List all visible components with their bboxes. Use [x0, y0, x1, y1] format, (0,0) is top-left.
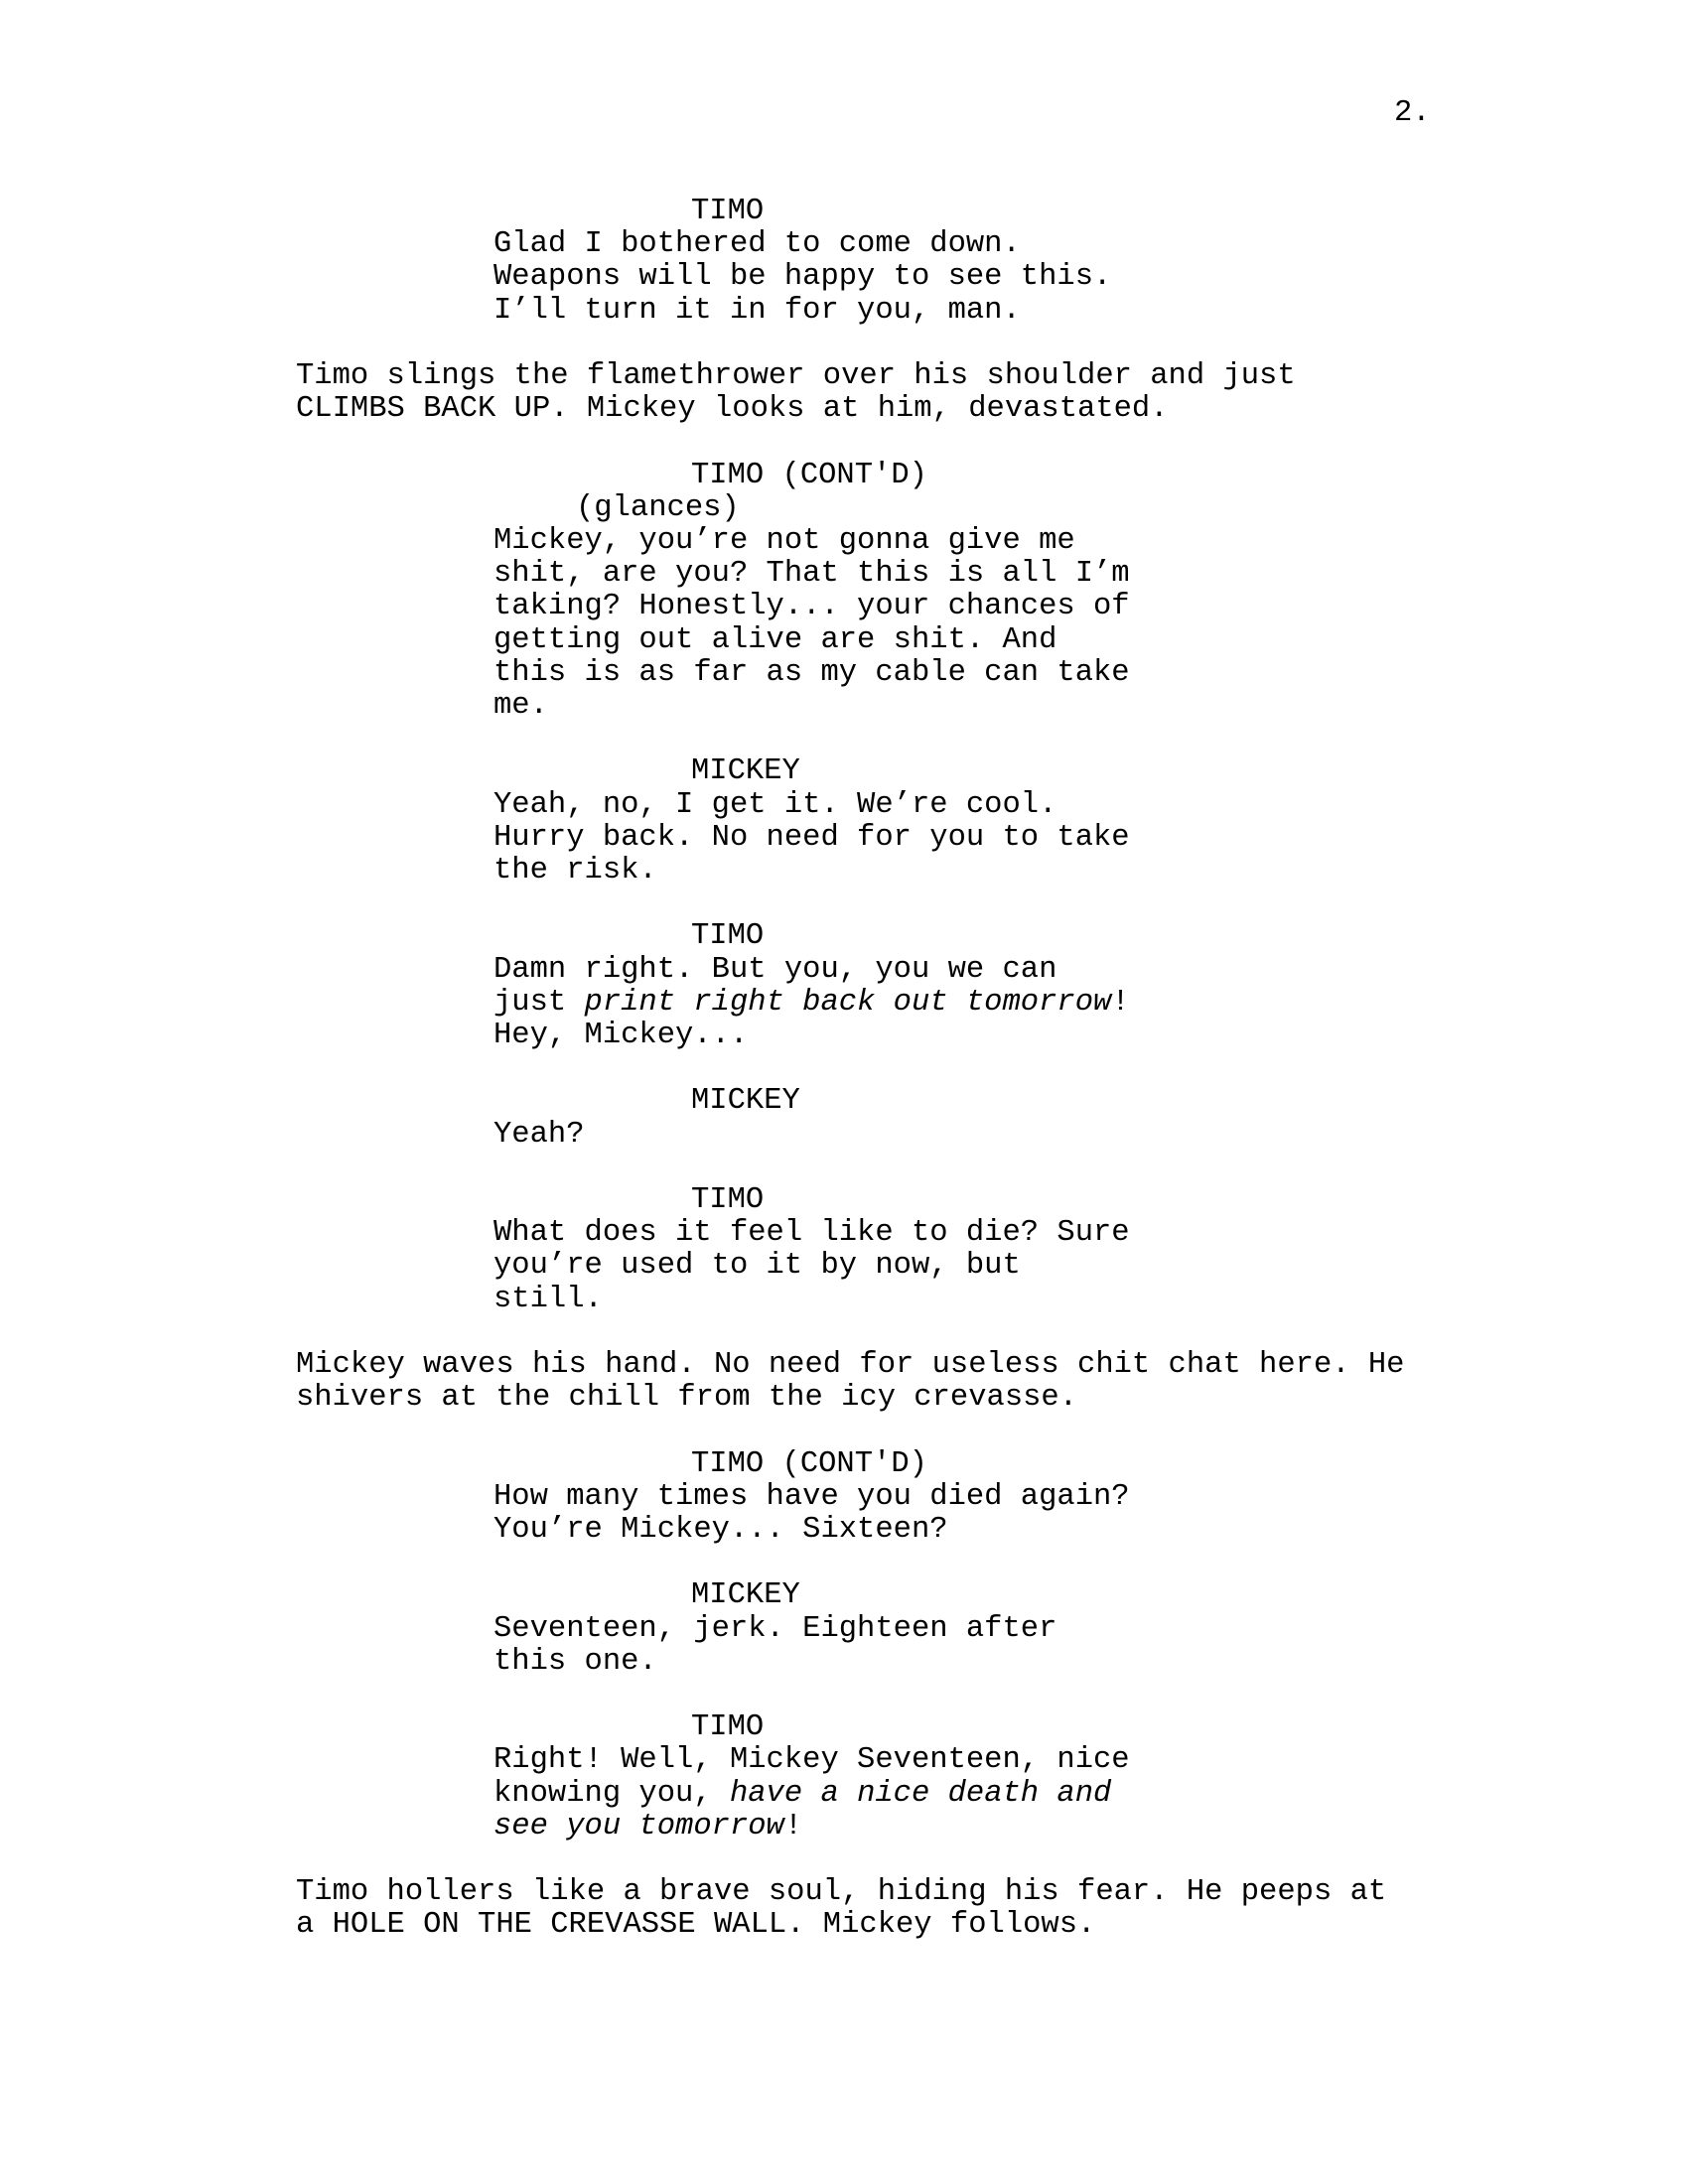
dialogue-line: Right! Well, Mickey Seventeen, nice [493, 1743, 1130, 1778]
dialogue-block [493, 1481, 1189, 1547]
dialogue-line: Damn right. But you, you we can [493, 952, 1057, 987]
action-block [296, 360, 1547, 426]
dialogue-block [493, 1217, 1189, 1316]
action-line: shivers at the chill from the icy crevasse. [296, 1381, 1078, 1416]
action-line: CLIMBS BACK UP. Mickey looks at him, devastated. [296, 392, 1169, 427]
dialogue-block [493, 525, 1189, 723]
action-line: a HOLE ON THE CREVASSE WALL. Mickey follows. [296, 1908, 1096, 1943]
dialogue-line: Hurry back. No need for you to take [493, 820, 1130, 855]
dialogue-block [493, 1613, 1189, 1679]
dialogue-line: Yeah, no, I get it. We’re cool. [493, 787, 1057, 822]
character-name: MICKEY [691, 1578, 800, 1613]
dialogue-line: knowing you, have a nice death and [493, 1776, 1112, 1811]
action-block [296, 1876, 1547, 1942]
dialogue-line: the risk. [493, 853, 657, 887]
character-name: TIMO [691, 1183, 765, 1217]
dialogue-line: How many times have you died again? [493, 1479, 1130, 1514]
character-name: TIMO [691, 1710, 765, 1745]
dialogue-line: Weapons will be happy to see this. [493, 260, 1112, 295]
dialogue-line: just print right back out tomorrow! [493, 985, 1130, 1020]
dialogue-line: see you tomorrow! [493, 1809, 803, 1843]
page-number: 2. [1394, 96, 1431, 130]
dialogue-line: Yeah? [493, 1117, 585, 1152]
dialogue-block [493, 954, 1189, 1053]
dialogue-block [493, 1119, 1189, 1152]
character-name: TIMO (CONT'D) [691, 1446, 927, 1481]
character-name: TIMO [691, 195, 765, 228]
action-line: Mickey waves his hand. No need for useless chit chat here. He [296, 1348, 1405, 1382]
character-name: MICKEY [691, 754, 800, 789]
dialogue-block [493, 789, 1189, 888]
dialogue-line: getting out alive are shit. And [493, 622, 1057, 657]
dialogue-line: this is as far as my cable can take [493, 655, 1130, 690]
dialogue-line: Hey, Mickey... [493, 1018, 749, 1052]
character-name: MICKEY [691, 1084, 800, 1119]
character-name: TIMO [691, 919, 765, 954]
character-name: TIMO (CONT'D) [691, 458, 927, 492]
dialogue-block [493, 1744, 1189, 1843]
dialogue-line: Mickey, you’re not gonna give me [493, 524, 1075, 558]
dialogue-line: Seventeen, jerk. Eighteen after [493, 1611, 1057, 1646]
dialogue-line: shit, are you? That this is all I’m [493, 557, 1130, 592]
dialogue-line: What does it feel like to die? Sure [493, 1216, 1130, 1251]
action-line: Timo slings the flamethrower over his shoulder and just [296, 359, 1296, 393]
dialogue-block [493, 228, 1189, 328]
parenthetical: (glances) [576, 490, 740, 525]
dialogue-line: this one. [493, 1644, 657, 1679]
dialogue-line: you’re used to it by now, but [493, 1249, 1021, 1284]
action-line: Timo hollers like a brave soul, hiding his fear. He peeps at [296, 1875, 1387, 1910]
action-block [296, 1349, 1547, 1415]
dialogue-line: taking? Honestly... your chances of [493, 590, 1130, 624]
dialogue-line: still. [493, 1282, 603, 1316]
dialogue-line: Glad I bothered to come down. [493, 227, 1021, 262]
dialogue-line: me. [493, 688, 548, 723]
dialogue-line: You’re Mickey... Sixteen? [493, 1512, 948, 1547]
dialogue-line: I’ll turn it in for you, man. [493, 293, 1021, 328]
